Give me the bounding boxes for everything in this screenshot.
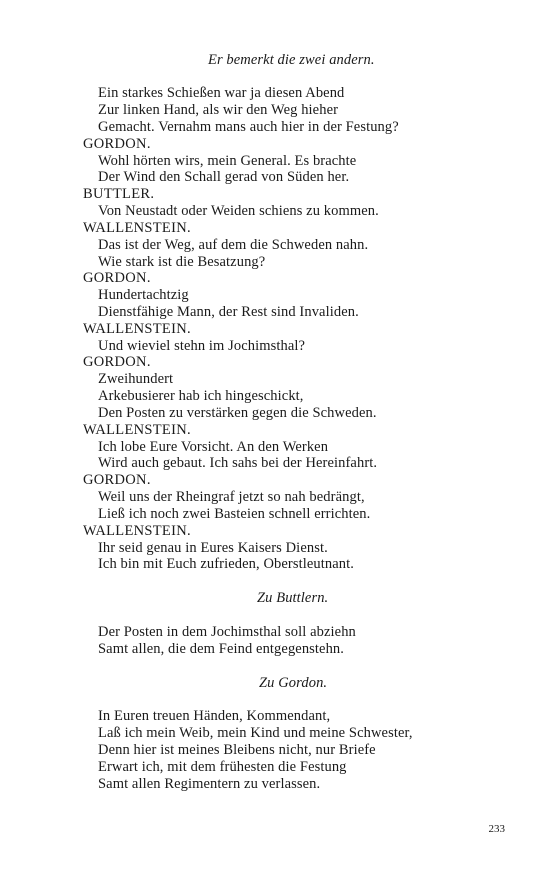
- stage-direction: Er bemerkt die zwei andern.: [208, 52, 375, 68]
- verse-line: Ein starkes Schießen war ja diesen Abend: [98, 85, 345, 101]
- speaker-name: WALLENSTEIN.: [83, 422, 191, 438]
- verse-line: Zweihundert: [98, 371, 174, 387]
- verse-line: Der Wind den Schall gerad von Süden her.: [98, 169, 350, 185]
- page-number: 233: [488, 823, 505, 835]
- speaker-name: WALLENSTEIN.: [83, 220, 191, 236]
- verse-line: Ich bin mit Euch zufrieden, Oberstleutnant.: [98, 556, 354, 572]
- verse-line: Wie stark ist die Besatzung?: [98, 254, 266, 270]
- speaker-name: WALLENSTEIN.: [83, 321, 191, 337]
- speaker-name: GORDON.: [83, 472, 151, 488]
- verse-line: Das ist der Weg, auf dem die Schweden nahn.: [98, 237, 369, 253]
- verse-line: In Euren treuen Händen, Kommendant,: [98, 708, 331, 724]
- stage-direction: Zu Buttlern.: [257, 590, 329, 606]
- verse-line: Von Neustadt oder Weiden schiens zu kommen.: [98, 203, 379, 219]
- verse-line: Zur linken Hand, als wir den Weg hieher: [98, 102, 339, 118]
- verse-line: Ließ ich noch zwei Basteien schnell errichten.: [98, 506, 371, 522]
- verse-line: Hundertachtzig: [98, 287, 189, 303]
- verse-line: Samt allen Regimentern zu verlassen.: [98, 776, 321, 792]
- verse-line: Der Posten in dem Jochimsthal soll abziehn: [98, 624, 356, 640]
- verse-line: Denn hier ist meines Bleibens nicht, nur Briefe: [98, 742, 376, 758]
- verse-line: Ihr seid genau in Eures Kaisers Dienst.: [98, 540, 328, 556]
- verse-line: Erwart ich, mit dem frühesten die Festung: [98, 759, 347, 775]
- verse-line: Und wieviel stehn im Jochimsthal?: [98, 338, 306, 354]
- verse-line: Weil uns der Rheingraf jetzt so nah bedrängt,: [98, 489, 365, 505]
- speaker-name: WALLENSTEIN.: [83, 523, 191, 539]
- verse-line: Laß ich mein Weib, mein Kind und meine Schwester,: [98, 725, 413, 741]
- verse-line: Arkebusierer hab ich hingeschickt,: [98, 388, 304, 404]
- verse-line: Wird auch gebaut. Ich sahs bei der Hereinfahrt.: [98, 455, 378, 471]
- speaker-name: GORDON.: [83, 270, 151, 286]
- verse-line: Gemacht. Vernahm mans auch hier in der Festung?: [98, 119, 399, 135]
- speaker-name: GORDON.: [83, 354, 151, 370]
- verse-line: Ich lobe Eure Vorsicht. An den Werken: [98, 439, 329, 455]
- verse-line: Wohl hörten wirs, mein General. Es brachte: [98, 153, 357, 169]
- stage-direction: Zu Gordon.: [259, 675, 328, 691]
- verse-line: Samt allen, die dem Feind entgegenstehn.: [98, 641, 345, 657]
- verse-line: Den Posten zu verstärken gegen die Schweden.: [98, 405, 377, 421]
- speaker-name: GORDON.: [83, 136, 151, 152]
- verse-line: Dienstfähige Mann, der Rest sind Invaliden.: [98, 304, 359, 320]
- speaker-name: BUTTLER.: [83, 186, 155, 202]
